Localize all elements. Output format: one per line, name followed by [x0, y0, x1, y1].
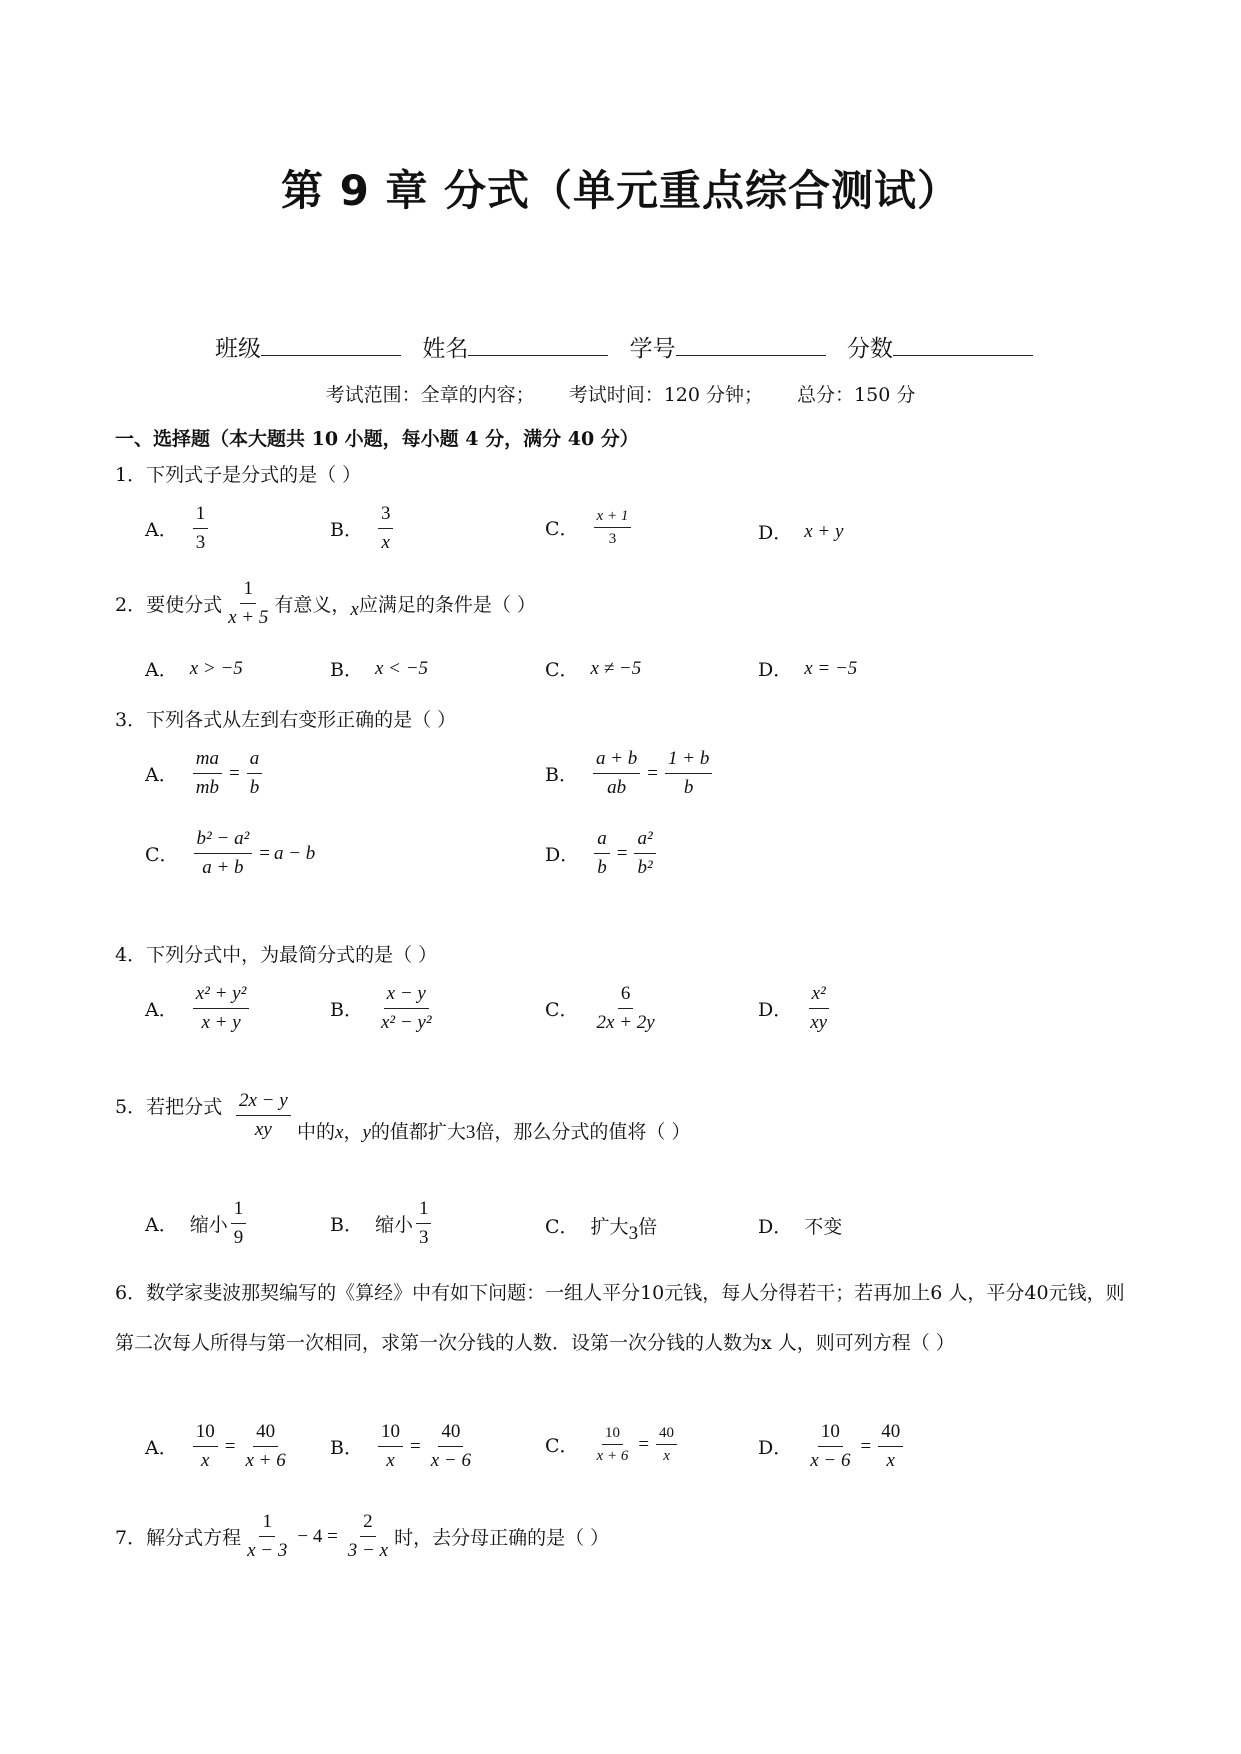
numerator: 10 [193, 1418, 218, 1447]
denominator: x − 6 [430, 1450, 471, 1471]
fraction [244, 1508, 290, 1565]
student-info-line [215, 330, 1047, 363]
option-text: 扩大 [590, 1216, 629, 1238]
numerator: 40 [656, 1422, 677, 1445]
class-label: 班级 [215, 336, 261, 362]
fraction [236, 1087, 291, 1144]
numerator: 40 [253, 1418, 278, 1447]
denominator: a + b [202, 857, 244, 878]
denominator: 2x + 2y [596, 1012, 655, 1033]
fraction [807, 980, 830, 1037]
question-2-option-d[interactable] [758, 655, 857, 682]
denominator: x [381, 532, 390, 553]
fraction [807, 1418, 853, 1475]
fraction [193, 745, 222, 802]
question-5-option-c[interactable] [545, 1212, 658, 1244]
numerator: 6 [618, 980, 634, 1009]
question-2-stem [115, 575, 536, 632]
question-1-option-a[interactable] [145, 500, 211, 557]
question-5-option-d[interactable] [758, 1212, 842, 1239]
numerator: 40 [878, 1418, 903, 1447]
student-id-blank[interactable] [676, 333, 826, 356]
stem-text: 7．解分式方程 [115, 1527, 242, 1549]
numerator: 10 [602, 1422, 623, 1445]
option-label: A． [145, 1214, 178, 1236]
numerator: 1 [231, 1195, 247, 1224]
option-label: C． [545, 518, 579, 540]
option-label: D． [758, 999, 793, 1021]
denominator: b [683, 777, 694, 798]
fraction [225, 575, 271, 632]
fraction [231, 1195, 247, 1252]
numerator: 40 [438, 1418, 463, 1447]
denominator: 9 [233, 1227, 244, 1248]
stem-text: 时，去分母正确的是（ ） [394, 1527, 610, 1549]
fraction [656, 1422, 677, 1467]
option-label: D． [758, 1437, 793, 1459]
option-label: B． [545, 764, 578, 786]
question-6-option-a[interactable] [145, 1418, 292, 1475]
section-heading: 一、选择题（本大题共 10 小题，每小题 4 分，满分 40 分） [115, 428, 639, 450]
equals-sign: = [638, 1433, 650, 1455]
numerator: a² [634, 825, 655, 854]
denominator: b² [637, 857, 653, 878]
fraction [594, 825, 610, 882]
question-3-option-b[interactable] [545, 745, 715, 802]
equals-sign: = [616, 842, 628, 864]
numerator: x² [809, 980, 829, 1009]
expression: a − b [273, 842, 316, 864]
fraction [594, 505, 632, 550]
equals-sign: = [224, 1435, 236, 1457]
exam-time: 考试时间：120 分钟； [568, 384, 763, 406]
question-5-fraction [233, 1087, 294, 1144]
denominator: 3 [608, 531, 617, 547]
exam-total: 总分：150 分 [797, 384, 916, 406]
option-label: B． [330, 999, 363, 1021]
option-label: B． [330, 659, 363, 681]
fraction [378, 980, 435, 1037]
question-3-option-d[interactable] [545, 825, 659, 882]
factor-value: 3 [465, 1122, 476, 1143]
numerator: 2x − y [236, 1087, 291, 1116]
fraction [416, 1195, 432, 1252]
option-label: B． [330, 1214, 363, 1236]
question-4-option-a[interactable] [145, 980, 252, 1037]
option-label: A． [145, 519, 178, 541]
denominator: x + 6 [596, 1448, 629, 1464]
question-4-option-b[interactable] [330, 980, 438, 1037]
option-label: D． [545, 844, 580, 866]
numerator: x² + y² [193, 980, 250, 1009]
question-5-stem-rest [297, 1117, 690, 1144]
numerator: 2 [360, 1508, 376, 1537]
stem-text: 2．要使分式 [115, 594, 223, 616]
equals-sign: = [647, 762, 659, 784]
option-label: B． [330, 519, 363, 541]
denominator: x [201, 1450, 210, 1471]
stem-text: 的值都扩大 [370, 1121, 466, 1143]
fraction [634, 825, 655, 882]
denominator: 3 [418, 1227, 429, 1248]
option-label: D． [758, 522, 793, 544]
option-label: A． [145, 1437, 178, 1459]
student-id-label: 学号 [629, 336, 676, 362]
denominator: b [597, 857, 607, 878]
option-label: A． [145, 764, 178, 786]
option-label: A． [145, 999, 178, 1021]
option-label: C． [545, 659, 579, 681]
variable: x [350, 598, 359, 620]
denominator: b [249, 777, 260, 798]
question-1-option-b[interactable] [330, 500, 396, 557]
denominator: mb [195, 777, 219, 798]
option-label: C． [145, 844, 179, 866]
stem-text: 5．若把分式 [115, 1096, 223, 1118]
expression: x = −5 [804, 657, 858, 679]
expression: x ≠ −5 [590, 657, 642, 679]
numerator: 1 + b [665, 745, 712, 774]
numerator: a + b [593, 745, 640, 774]
question-4-stem: 4．下列分式中，为最简分式的是（ ） [115, 944, 438, 966]
fraction [594, 1422, 632, 1467]
numerator: x + 1 [594, 505, 632, 528]
option-text: 倍 [638, 1216, 658, 1238]
variable: x [335, 1122, 344, 1143]
denominator: 3 [195, 532, 206, 553]
option-label: B． [330, 1437, 363, 1459]
exam-scope: 考试范围：全章的内容； [325, 384, 535, 406]
denominator: x + 5 [228, 607, 269, 628]
fraction [878, 1418, 903, 1475]
question-5-option-a[interactable] [145, 1195, 249, 1252]
fraction [193, 1418, 218, 1475]
question-5-option-b[interactable] [330, 1195, 434, 1252]
numerator: 1 [240, 575, 256, 604]
question-6-option-c[interactable] [545, 1422, 680, 1467]
numerator: b² − a² [194, 825, 253, 854]
numerator: 10 [378, 1418, 403, 1447]
option-label: C． [545, 1216, 579, 1238]
denominator: xy [254, 1119, 272, 1140]
denominator: x [663, 1448, 670, 1464]
denominator: x − 3 [247, 1540, 288, 1561]
fraction [593, 745, 640, 802]
equals-sign: = [259, 842, 270, 864]
question-1-stem: 1．下列式子是分式的是（ ） [115, 464, 362, 486]
exam-meta [0, 380, 1241, 407]
fraction [665, 745, 712, 802]
option-label: A． [145, 659, 178, 681]
numerator: a [247, 745, 263, 774]
page-title: 第 9 章 分式（单元重点综合测试） [280, 166, 961, 215]
denominator: x² − y² [380, 1012, 432, 1033]
equals-sign: = [860, 1435, 872, 1457]
question-4-option-d[interactable] [758, 980, 833, 1037]
fraction [378, 1418, 403, 1475]
question-4-option-c[interactable] [545, 980, 661, 1037]
question-6-option-d[interactable] [758, 1418, 906, 1475]
name-blank[interactable] [468, 333, 608, 356]
question-2-option-c[interactable] [545, 655, 641, 682]
numerator: 10 [818, 1418, 843, 1447]
question-5-stem [115, 1092, 222, 1119]
question-6-option-b[interactable] [330, 1418, 477, 1475]
fraction [428, 1418, 474, 1475]
option-label: D． [758, 659, 793, 681]
question-6-stem: 6．数学家斐波那契编写的《算经》中有如下问题：一组人平分10元钱，每人分得若干；若再加上6 人，平分40元钱，则第二次每人所得与第一次相同，求第一次分钱的人数．设第一次分钱的人数为x 人，则可列方程（ ） [115, 1282, 1125, 1354]
class-blank[interactable] [261, 333, 401, 356]
fraction [378, 500, 394, 557]
fraction [193, 500, 209, 557]
expression: x > −5 [189, 657, 243, 679]
name-label: 姓名 [422, 336, 469, 362]
question-2-option-a[interactable] [145, 655, 243, 682]
question-3-option-a[interactable] [145, 745, 265, 802]
fraction [242, 1418, 288, 1475]
question-1-option-c[interactable] [545, 505, 634, 550]
denominator: x [886, 1450, 895, 1471]
numerator: 1 [259, 1508, 275, 1537]
fraction [594, 980, 658, 1037]
numerator: 3 [378, 500, 394, 529]
question-2-option-b[interactable] [330, 655, 428, 682]
fraction [247, 745, 263, 802]
equation-operator: − 4 = [297, 1525, 338, 1547]
question-3-option-c[interactable] [145, 825, 315, 882]
stem-text: 中的 [297, 1121, 336, 1143]
equals-sign: = [228, 762, 240, 784]
option-value: 3 [628, 1222, 639, 1244]
score-label: 分数 [846, 336, 893, 362]
denominator: ab [607, 777, 627, 798]
equals-sign: = [409, 1435, 421, 1457]
option-label: D． [758, 1216, 793, 1238]
fraction [345, 1508, 391, 1565]
separator: ， [343, 1121, 363, 1143]
numerator: ma [193, 745, 222, 774]
denominator: x − 6 [810, 1450, 851, 1471]
numerator: 1 [416, 1195, 432, 1224]
denominator: x + 6 [245, 1450, 286, 1471]
expression: x + y [804, 520, 844, 542]
question-7-stem [115, 1508, 609, 1565]
score-blank[interactable] [893, 333, 1033, 356]
numerator: a [594, 825, 610, 854]
question-1-option-d[interactable] [758, 518, 843, 545]
variable: y [362, 1122, 371, 1143]
denominator: xy [810, 1012, 828, 1033]
option-text: 不变 [804, 1216, 843, 1238]
numerator: 1 [193, 500, 209, 529]
question-3-stem: 3．下列各式从左到右变形正确的是（ ） [115, 709, 457, 731]
denominator: 3 − x [347, 1540, 389, 1561]
denominator: x [386, 1450, 395, 1471]
option-label: C． [545, 1435, 579, 1457]
fraction [194, 825, 253, 882]
option-text: 缩小 [189, 1214, 228, 1236]
numerator: x − y [384, 980, 429, 1009]
expression: x < −5 [374, 657, 429, 679]
stem-text: 应满足的条件是（ ） [358, 594, 536, 616]
option-label: C． [545, 999, 579, 1021]
stem-text: 有意义， [274, 594, 351, 616]
option-text: 缩小 [374, 1214, 413, 1236]
fraction [193, 980, 250, 1037]
denominator: x + y [201, 1012, 241, 1033]
stem-text: 倍，那么分式的值将（ ） [475, 1121, 691, 1143]
